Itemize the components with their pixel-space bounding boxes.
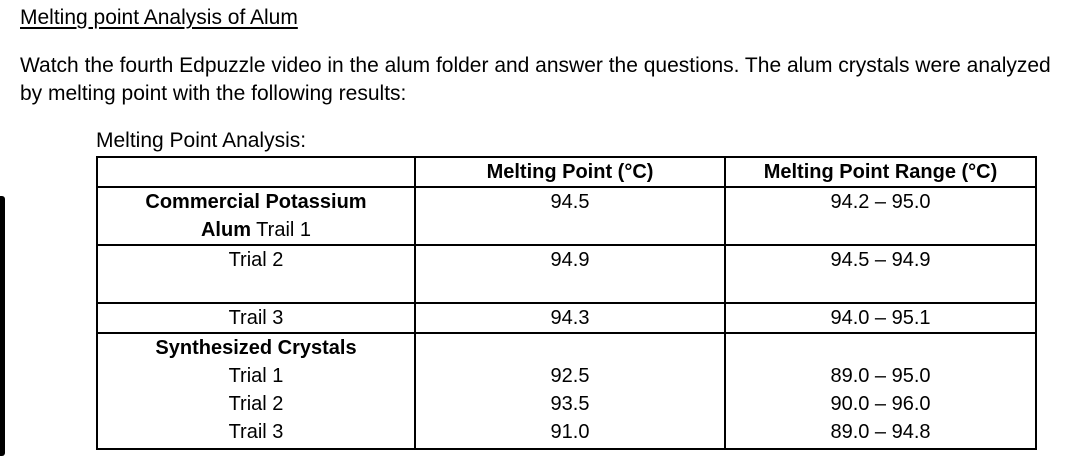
table-row [97,303,1036,333]
commercial-trial2-mp: 94.9 [415,245,725,303]
synthesized-mp-value: 92.5 [550,365,590,387]
blank-line [420,334,720,362]
synthesized-mp-cell [415,333,725,449]
table-header-row [97,157,1036,187]
commercial-trial3-range: 94.0 – 95.1 [725,303,1036,333]
synthesized-label-cell [97,333,415,449]
page-edge-bar [0,196,5,456]
synthesized-trial-label: Trial 2 [228,393,284,415]
commercial-trial3-mp: 94.3 [415,303,725,333]
page-title: Melting point Analysis of Alum [20,6,298,29]
synthesized-range-value: 89.0 – 95.0 [830,365,931,387]
blank-line [730,334,1031,362]
table-row [97,245,1036,303]
commercial-trial1-range: 94.2 – 95.0 [725,187,1036,245]
table-caption: Melting Point Analysis: [96,129,307,152]
trial1-label: Trail 1 [250,219,312,241]
commercial-trial3-label: Trail 3 [97,303,415,333]
melting-point-table [96,156,1037,450]
commercial-group-label: Commercial Potassium [145,191,367,213]
instructions-paragraph: Watch the fourth Edpuzzle video in the alum folder and answer the questions. The alum crystals were analyzed by melting point with the following results: [20,54,1051,105]
header-melting-range: Melting Point Range (°C) [725,157,1036,187]
synthesized-trial-label: Trail 3 [228,421,284,443]
table-row [97,187,1036,245]
table-row [97,333,1036,449]
header-melting-point: Melting Point (°C) [415,157,725,187]
header-sample [97,157,415,187]
synthesized-range-cell [725,333,1036,449]
commercial-group-label-cont: Alum [200,219,251,241]
commercial-trial1-label [102,216,410,244]
synthesized-mp-value: 91.0 [550,421,590,443]
synthesized-trial-label: Trial 1 [228,365,284,387]
commercial-trial1-label-cell [97,187,415,245]
synthesized-range-value: 89.0 – 94.8 [830,421,931,443]
commercial-trial2-range: 94.5 – 94.9 [725,245,1036,303]
commercial-trial1-mp: 94.5 [415,187,725,245]
synthesized-group-label: Synthesized Crystals [155,337,357,359]
synthesized-mp-value: 93.5 [550,393,590,415]
commercial-trial2-label: Trial 2 [97,245,415,303]
synthesized-range-value: 90.0 – 96.0 [830,393,931,415]
